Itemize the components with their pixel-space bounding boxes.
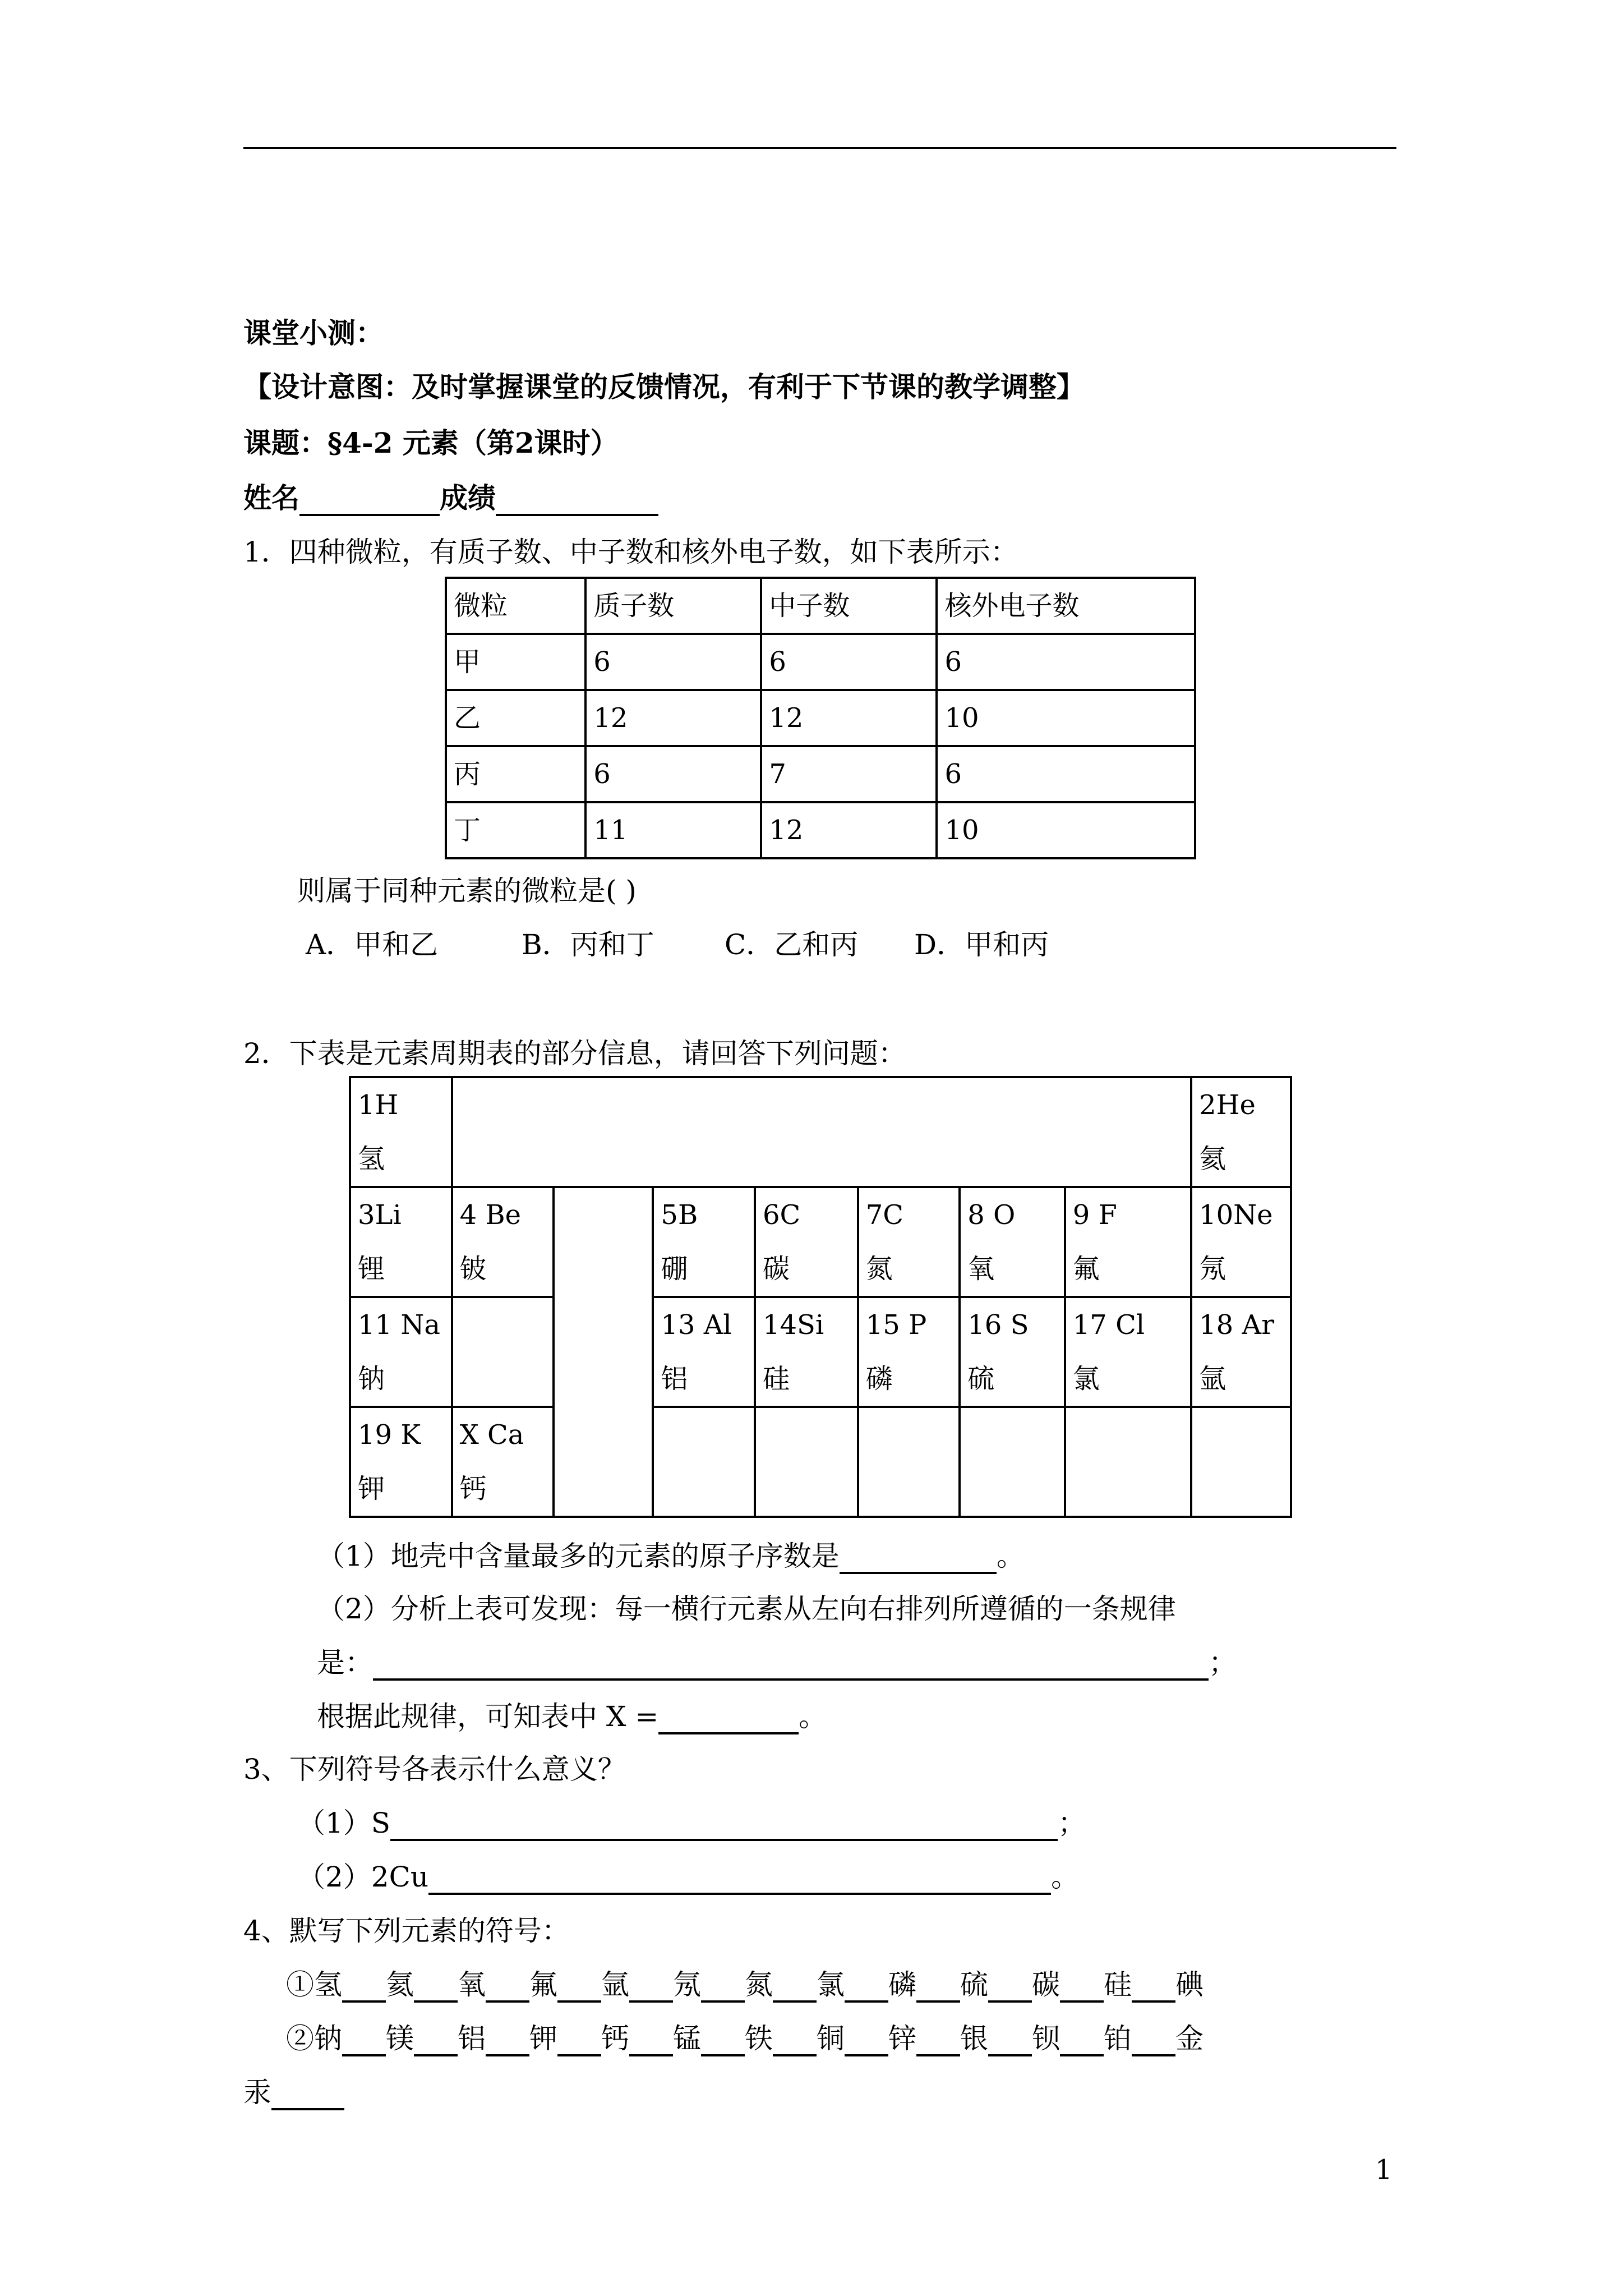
empty-cell: [1065, 1407, 1191, 1517]
element-ne: 10Ne 氖: [1191, 1187, 1291, 1297]
q2-stem: 2．下表是元素周期表的部分信息，请回答下列问题：: [243, 1037, 906, 1070]
q2-sub2c: 根据此规律，可知表中 X = 。: [317, 1699, 1623, 1734]
header-rule: [243, 147, 1396, 149]
table-cell: 6: [937, 634, 1195, 690]
answer-blank[interactable]: [629, 1971, 673, 2003]
heading: 课堂小测：: [243, 316, 384, 349]
table-row: [446, 746, 1195, 802]
table-cell: 12: [761, 690, 937, 746]
q4-line1: ①氢 氦 氧 氟 氩 氖 氮 氯 磷 硫 碳 硅 碘: [286, 1967, 1623, 2003]
element-na: 11 Na 钠: [350, 1297, 452, 1407]
empty-cell: [755, 1407, 858, 1517]
answer-blank[interactable]: [390, 1810, 1058, 1841]
element-p: 15 P 磷: [858, 1297, 960, 1407]
q2-sub2a: （2）分析上表可发现：每一横行元素从左向右排列所遵循的一条规律: [317, 1593, 1176, 1625]
answer-blank[interactable]: [845, 1971, 888, 2003]
design-intent: 【设计意图：及时掌握课堂的反馈情况，有利于下节课的教学调整】: [243, 370, 1085, 403]
answer-blank[interactable]: [773, 2025, 817, 2056]
empty-cell: [554, 1187, 653, 1517]
answer-blank[interactable]: [1132, 1971, 1175, 2003]
q3-a: （1）S ；: [297, 1805, 1623, 1841]
table-cell: 12: [761, 802, 937, 858]
q3-stem: 3、下列符号各表示什么意义？: [243, 1753, 626, 1786]
answer-blank[interactable]: [1060, 1971, 1104, 2003]
page-number: 1: [1375, 2154, 1393, 2185]
answer-blank[interactable]: [773, 1971, 817, 2003]
header-cell: 微粒: [446, 578, 585, 634]
empty-cell: [960, 1407, 1065, 1517]
answer-blank[interactable]: [428, 1864, 1051, 1895]
header-cell: 中子数: [761, 578, 937, 634]
element-f: 9 F 氟: [1065, 1187, 1191, 1297]
table-cell: 10: [937, 802, 1195, 858]
answer-blank[interactable]: [840, 1543, 997, 1574]
periodic-table: [349, 1076, 1292, 1518]
q2-sub1: （1）地壳中含量最多的元素的原子序数是 。: [317, 1538, 1623, 1574]
element-be: 4 Be 铍: [452, 1187, 554, 1297]
table-cell: 丙: [446, 746, 585, 802]
empty-cell: [653, 1407, 755, 1517]
q2-sub2b: 是： ；: [317, 1645, 1623, 1681]
answer-blank[interactable]: [658, 1703, 799, 1734]
name-blank[interactable]: [299, 485, 440, 516]
table-cell: 12: [585, 690, 761, 746]
score-label: 成绩: [440, 481, 496, 514]
header-cell: 质子数: [585, 578, 761, 634]
table-row: [446, 634, 1195, 690]
empty-cell: [452, 1297, 554, 1407]
answer-blank[interactable]: [557, 1971, 601, 2003]
table-cell: 7: [761, 746, 937, 802]
answer-blank[interactable]: [414, 2025, 458, 2056]
answer-blank[interactable]: [916, 1971, 960, 2003]
option-c[interactable]: C．乙和丙: [725, 928, 859, 961]
answer-blank[interactable]: [701, 1971, 745, 2003]
element-h: 1H 氢: [350, 1077, 452, 1187]
table-cell: 6: [585, 746, 761, 802]
element-li: 3Li 锂: [350, 1187, 452, 1297]
element-si: 14Si 硅: [755, 1297, 858, 1407]
answer-blank[interactable]: [701, 2025, 745, 2056]
q4-stem: 4、默写下列元素的符号：: [243, 1915, 570, 1947]
element-o: 8 O 氧: [960, 1187, 1065, 1297]
name-label: 姓名: [243, 481, 299, 514]
table-cell: 丁: [446, 802, 585, 858]
empty-cell: [858, 1407, 960, 1517]
empty-cell: [1191, 1407, 1291, 1517]
element-c: 6C 碳: [755, 1187, 858, 1297]
topic: 课题：§4-2 元素（第2课时）: [243, 426, 619, 459]
answer-blank[interactable]: [988, 2025, 1032, 2056]
table-cell: 乙: [446, 690, 585, 746]
option-a[interactable]: A．甲和乙: [306, 928, 439, 961]
answer-blank[interactable]: [916, 2025, 960, 2056]
q4-line2: ②钠 镁 铝 钾 钙 锰 铁 铜 锌 银 钡 铂 金: [286, 2021, 1623, 2056]
table-cell: 6: [761, 634, 937, 690]
q3-b: （2）2Cu 。: [297, 1859, 1623, 1895]
table-row: [350, 1187, 1291, 1297]
element-al: 13 Al 铝: [653, 1297, 755, 1407]
table-cell: 6: [585, 634, 761, 690]
table-row: [350, 1297, 1291, 1407]
element-he: 2He 氦: [1191, 1077, 1291, 1187]
option-b[interactable]: B．丙和丁: [522, 928, 654, 961]
table-cell: 11: [585, 802, 761, 858]
answer-blank[interactable]: [414, 1971, 458, 2003]
element-s: 16 S 硫: [960, 1297, 1065, 1407]
table-cell: 甲: [446, 634, 585, 690]
answer-blank[interactable]: [486, 1971, 529, 2003]
answer-blank[interactable]: [342, 2025, 386, 2056]
table-row: [350, 1407, 1291, 1517]
answer-blank[interactable]: [629, 2025, 673, 2056]
answer-blank[interactable]: [1060, 2025, 1104, 2056]
q4-line3: 汞: [243, 2074, 1623, 2110]
answer-blank[interactable]: [1132, 2025, 1175, 2056]
score-blank[interactable]: [496, 485, 658, 516]
answer-blank[interactable]: [988, 1971, 1032, 2003]
answer-blank[interactable]: [373, 1649, 1209, 1681]
table-header-row: [446, 578, 1195, 634]
element-ca: X Ca 钙: [452, 1407, 554, 1517]
element-cl: 17 Cl 氯: [1065, 1297, 1191, 1407]
element-k: 19 K 钾: [350, 1407, 452, 1517]
table-row: [350, 1077, 1291, 1187]
table-row: [446, 690, 1195, 746]
particle-table: [445, 577, 1196, 859]
table-row: [446, 802, 1195, 858]
header-cell: 核外电子数: [937, 578, 1195, 634]
element-b: 5B 硼: [653, 1187, 755, 1297]
answer-blank[interactable]: [486, 2025, 529, 2056]
name-score-line: [243, 480, 1623, 516]
table-cell: 10: [937, 690, 1195, 746]
table-cell: 6: [937, 746, 1195, 802]
answer-blank[interactable]: [845, 2025, 888, 2056]
option-d[interactable]: D．甲和丙: [914, 928, 1049, 961]
empty-cell: [452, 1077, 1191, 1187]
element-n: 7C 氮: [858, 1187, 960, 1297]
q1-stem: 1．四种微粒，有质子数、中子数和核外电子数，如下表所示：: [243, 536, 1018, 568]
answer-blank[interactable]: [557, 2025, 601, 2056]
q1-question: 则属于同种元素的微粒是( ): [297, 875, 637, 907]
answer-blank[interactable]: [342, 1971, 386, 2003]
element-ar: 18 Ar 氩: [1191, 1297, 1291, 1407]
answer-blank[interactable]: [271, 2079, 344, 2110]
